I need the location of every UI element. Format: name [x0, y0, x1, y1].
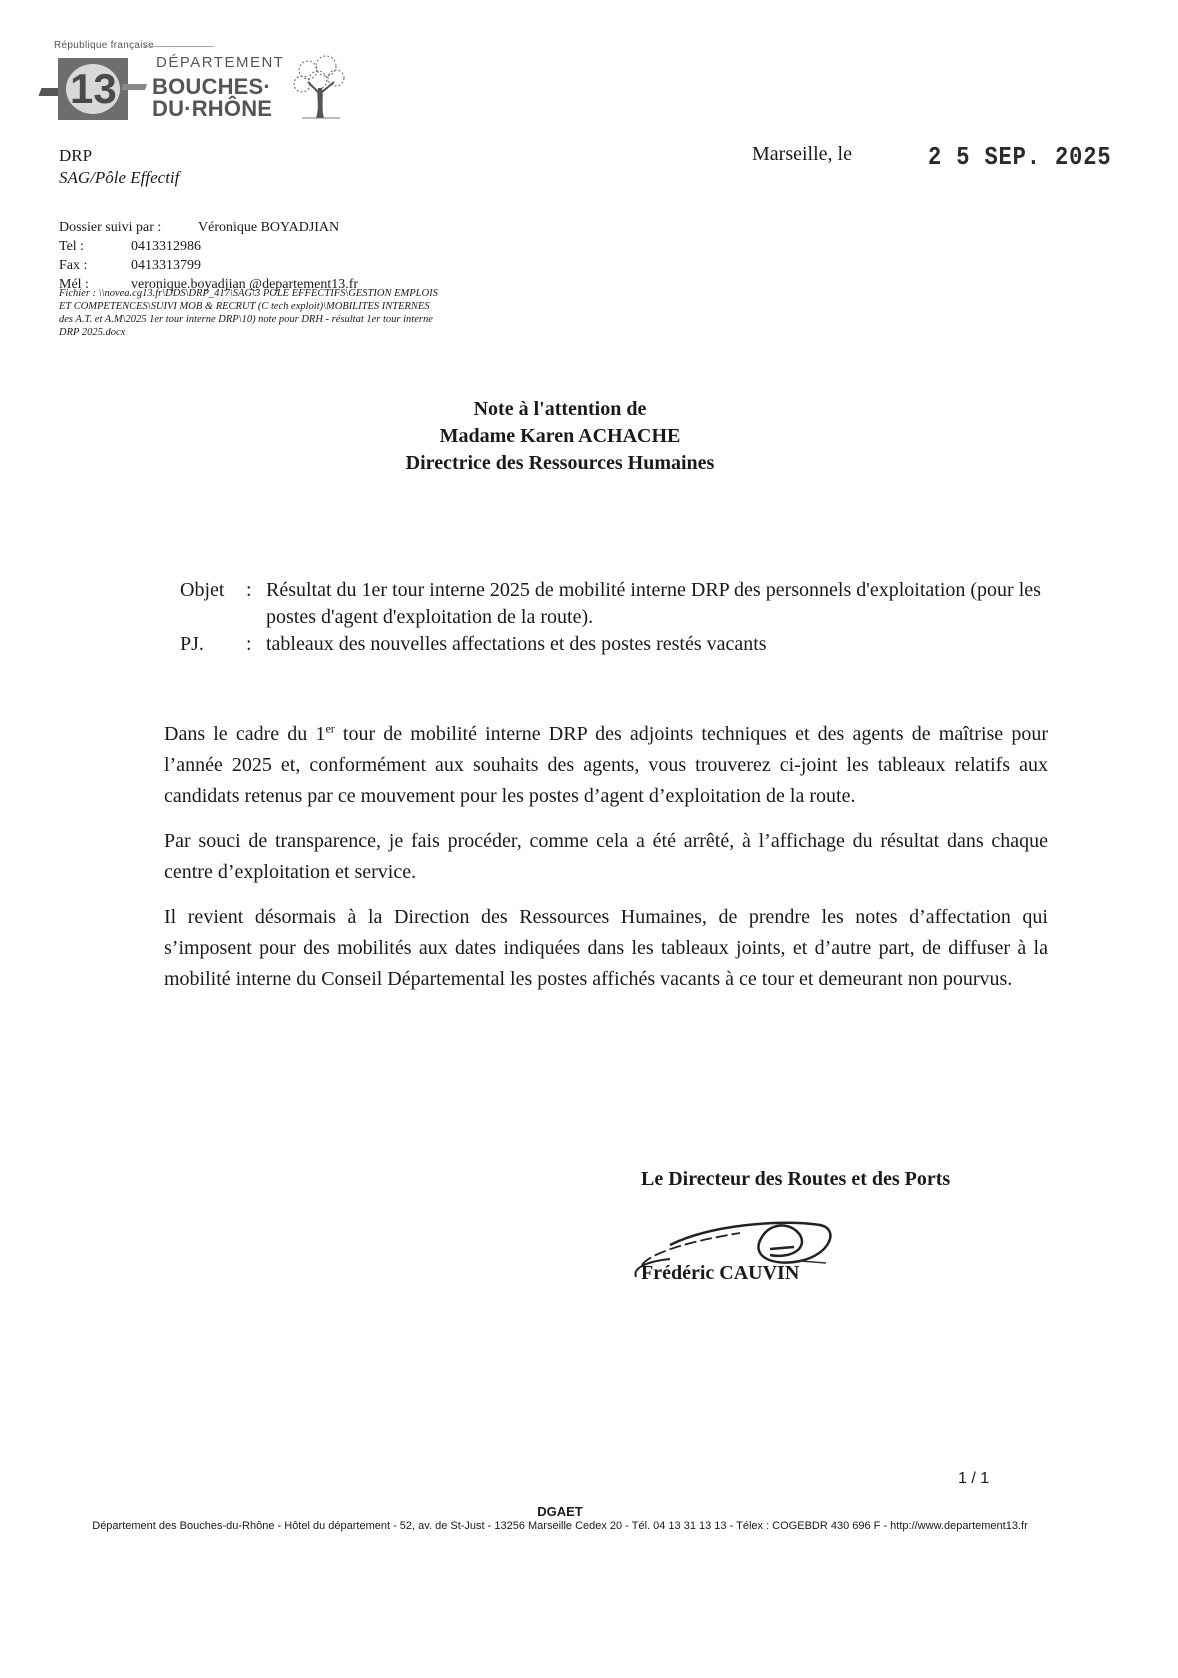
signer-title: Le Directeur des Routes et des Ports: [641, 1168, 951, 1190]
tel-value: 0413312986: [131, 239, 201, 254]
logo-du-rhone: DU·RHÔNE: [152, 96, 273, 121]
department-logo: [40, 38, 340, 128]
objet-label: Objet: [180, 579, 225, 601]
ordinal-superscript: er: [325, 721, 335, 736]
pj-separator: :: [246, 633, 252, 655]
contact-block: [59, 218, 358, 294]
paragraph-2: Par souci de transparence, je fais procéder, comme cela a été arrêté, à l’affichage du résultat dans chaque centre d’exploitation et service.: [164, 830, 1048, 883]
subject-block: [180, 577, 1066, 658]
footer-address: Département des Bouches-du-Rhône - Hôtel du département - 52, av. de St-Just - 13256 Marseille Cedex 20 - Tél. 04 13 31 13 13 - Télex : COGEBDR 430 696 F - http://www.departement13.fr: [92, 1520, 1028, 1532]
date-place: Marseille, le: [752, 143, 852, 165]
tel-label: Tel :: [59, 239, 85, 254]
logo-departement: DÉPARTEMENT: [156, 54, 285, 71]
republique-francaise-label: République française: [54, 40, 154, 51]
logo-number: 13: [70, 65, 117, 112]
letter-body: [164, 719, 1048, 1009]
signer-name: Frédéric CAUVIN: [641, 1262, 800, 1284]
footer-org: DGAET: [537, 1504, 583, 1519]
fax-label: Fax :: [59, 258, 88, 273]
paragraph-3: Il revient désormais à la Direction des Ressources Humaines, de prendre les notes d’affectation qui s’imposent pour des mobilités aux dates indiquées dans les tableaux joints, et d’autre part, de diffuser à la mobilité interne du Conseil Départemental les postes affichés vacants à ce tour et demeurant non pourvus.: [164, 906, 1048, 990]
recipient-role: Directrice des Ressources Humaines: [405, 452, 715, 474]
objet-row: [180, 577, 1066, 631]
pj-label: PJ.: [180, 633, 204, 655]
objet-separator: :: [246, 579, 252, 601]
recipient-name: Madame Karen ACHACHE: [439, 425, 681, 447]
tel-row: [59, 237, 358, 256]
note-title: [0, 396, 1120, 477]
fax-row: [59, 256, 358, 275]
subservice-name: SAG/Pôle Effectif: [59, 168, 180, 187]
paragraph-1-start: Dans le cadre du 1: [164, 723, 326, 745]
page-number: 1 / 1: [958, 1470, 990, 1487]
paragraph-1-rest: tour de mobilité interne DRP des adjoints techniques et des agents de maîtrise pour l’année 2025 et, conformément aux souhaits des agents, vous trouverez ci-joint les tableaux relatifs aux candidats retenus par ce mouvement pour les postes d’agent d’exploitation de la route.: [164, 723, 1048, 807]
title-line-1: Note à l'attention de: [473, 398, 647, 420]
dossier-row: [59, 218, 358, 237]
file-path: Fichier : \\novea.cg13.fr\DDS\DRP_417\SAG\3 POLE EFFECTIFS\GESTION EMPLOIS ET COMPETENCES\SUIVI MOB & RECRUT (C tech exploit)\MOBILITES INTERNES des A.T. et A.M\2025 1er tour interne DRP\10) note pour DRH - résultat 1er tour interne DRP 2025.docx: [59, 288, 438, 338]
olive-tree-icon: [288, 52, 350, 122]
dossier-value: Véronique BOYADJIAN: [198, 220, 340, 235]
paragraph-1: [164, 719, 1048, 812]
mel-value: veronique.boyadjian @departement13.fr: [131, 277, 359, 292]
date-stamp: 2 5 SEP. 2025: [928, 142, 1112, 172]
logo-divider: [144, 46, 214, 47]
fax-value: 0413313799: [131, 258, 201, 273]
service-name: DRP: [59, 146, 93, 165]
mel-label: Mél :: [59, 277, 89, 292]
logo-bouches: BOUCHES·: [152, 74, 271, 99]
pj-value: tableaux des nouvelles affectations et des postes restés vacants: [266, 633, 767, 655]
logo-wing-right: [121, 84, 147, 90]
pj-row: [180, 631, 1066, 658]
objet-value: Résultat du 1er tour interne 2025 de mobilité interne DRP des personnels d'exploitation (pour les postes d'agent d'exploitation de la route).: [266, 579, 1041, 628]
dossier-label: Dossier suivi par :: [59, 220, 162, 235]
